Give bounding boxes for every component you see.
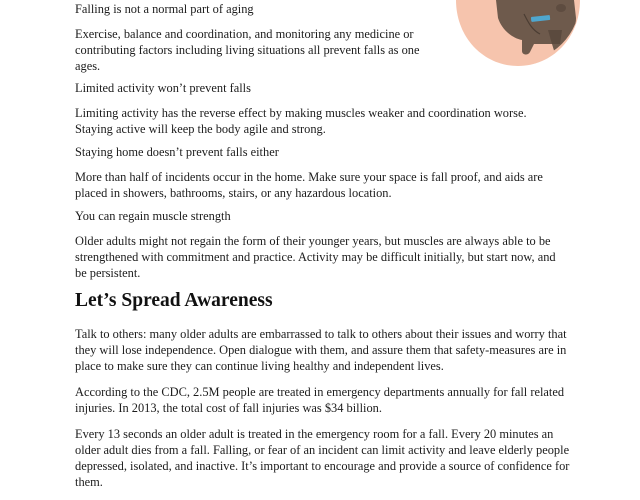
myth-heading-4: You can regain muscle strength [75, 209, 231, 223]
fall-illustration [452, 0, 584, 66]
myth-heading-1: Falling is not a normal part of aging [75, 2, 254, 16]
myth-body-4: Older adults might not regain the form of their younger years, but muscles are always able to be strengthened with commitment and practice. Activity may be difficult initially, but start now, and be persistent. [75, 234, 556, 280]
hand [556, 4, 566, 12]
myth-heading-2: Limited activity won’t prevent falls [75, 81, 251, 95]
myth-body-3: More than half of incidents occur in the home. Make sure your space is fall proof, and aids are placed in showers, bathrooms, stairs, or any hazardous location. [75, 170, 543, 200]
myth-body-2: Limiting activity has the reverse effect by making muscles weaker and coordination worse. Staying active will keep the body agile and strong. [75, 106, 527, 136]
awareness-paragraph-2: According to the CDC, 2.5M people are treated in emergency departments annually for fall related injuries. In 2013, the total cost of fall injuries was $34 billion. [75, 385, 565, 415]
awareness-paragraph-3: Every 13 seconds an older adult is treated in the emergency room for a fall. Every 20 minutes an older adult dies from a fall. Falling, or fear of an incident can limit activity and leave elderly people depressed, isolated, and inactive. It’s important to encourage and provide a source of confidence for them. [75, 427, 570, 489]
section-title: Let’s Spread Awareness [75, 290, 273, 311]
awareness-paragraph-1: Talk to others: many older adults are embarrassed to talk to others about their issues and worry that they will lose independence. Open dialogue with them, and assure them that safety-measures are in place to make sure they can continue living healthy and independent lives. [75, 327, 567, 373]
myth-heading-3: Staying home doesn’t prevent falls either [75, 145, 279, 159]
myth-body-1: Exercise, balance and coordination, and monitoring any medicine or contributing factors including living situations all prevent falls as one ages. [75, 27, 420, 73]
